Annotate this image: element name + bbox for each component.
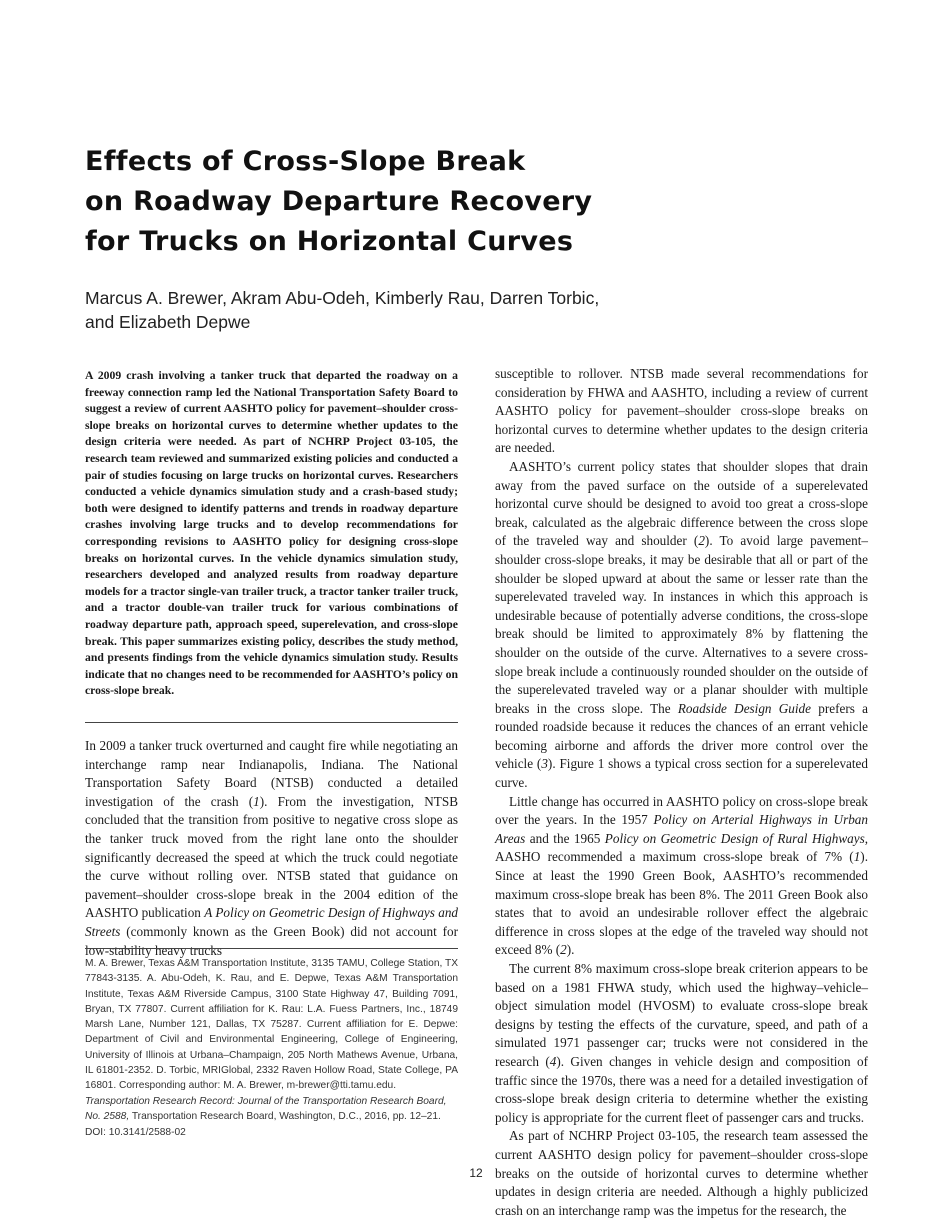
- title-line: Effects of Cross-Slope Break: [85, 146, 526, 177]
- body-paragraph: Little change has occurred in AASHTO policy on cross-slope break over the years. In the 1957 Policy on Arterial Highways in Urban Areas and the 1965 Policy on Geometric Design of Rural Highways, AASHO recommended a maximum cross-slope break of 7% (1). Since at least the 1990 Green Book, AASHTO’s recommended maximum cross-slope break has been 8%. The 2011 Green Book also states that to avoid an undesirable rollover effect the algebraic difference in cross slopes at the edge of the traveled way should not exceed 8% (2).: [495, 793, 868, 958]
- author-line: and Elizabeth Depwe: [85, 312, 251, 332]
- body-paragraph: AASHTO’s current policy states that shoulder slopes that drain away from the paved surface on the outside of a superelevated horizontal curve should be designed to avoid too great a cross-slope break, calculated as the algebraic difference between the cross slope of the traveled way and shoulder (2). To avoid large pavement–shoulder cross-slope breaks, it may be desirable that all or part of the shoulder be sloped upward at about the same or lesser rate than the superelevated traveled way. In instances in which this approach is undesirable because of potentially adverse conditions, the cross-slope break should be limited to approximately 8% by flattening the shoulder on the outside of the curve. Alternatives to a severe cross-slope break include a continuously rounded shoulder on the outside of the superelevated traveled way or a planar shoulder with multiple breaks in the cross slope. The Roadside Design Guide prefers a rounded roadside because it reduces the chances of an errant vehicle becoming airborne and affords the driver more control over the vehicle (3). Figure 1 shows a typical cross section for a superelevated curve.: [495, 458, 869, 791]
- author-line: Marcus A. Brewer, Akram Abu-Odeh, Kimberly Rau, Darren Torbic,: [85, 288, 600, 308]
- introduction-text: [85, 737, 458, 960]
- body-paragraph: As part of NCHRP Project 03-105, the research team assessed the current AASHTO design policy for pavement–shoulder cross-slope breaks on the outside of horizontal curves to determine whether updates in design criteria are needed. Although a highly publicized crash on an interchange ramp was the impetus for the research, the: [495, 1128, 868, 1218]
- right-column-text: [495, 365, 868, 1220]
- page-number: 12: [469, 1166, 483, 1180]
- paper-title: [85, 142, 785, 262]
- author-affiliations: M. A. Brewer, Texas A&M Transportation Institute, 3135 TAMU, College Station, TX 77843-3135. A. Abu-Odeh, K. Rau, and E. Depwe, Texas A&M Transportation Institute, Texas A&M Riverside Campus, 3100 State Highway 47, Building 7091, Bryan, TX 77807. Current affiliation for K. Rau: L.A. Fuess Partners, Inc., 18749 Marsh Lane, Number 121, Dallas, TX 75287. Current affiliation for E. Depwe: Department of Civil and Environmental Engineering, College of Engineering, University of Illinois at Urbana–Champaign, 205 North Mathews Avenue, Urbana, IL 61801-2352. D. Torbic, MRIGlobal, 2332 Raven Hollow Road, State College, PA 16801. Corresponding author: M. A. Brewer, m-brewer@tti.tamu.edu.: [85, 958, 458, 1092]
- doi: DOI: 10.3141/2588-02: [85, 1126, 186, 1138]
- body-paragraph: The current 8% maximum cross-slope break criterion appears to be based on a 1981 FHWA study, which used the highway–vehicle–object simulation model (HVOSM) to evaluate cross-slope break designs by testing the effects of the curvature, speed, and path of a simulated 1971 passenger car; trucks were not considered in the research (4). Given changes in vehicle design and composition of traffic since the 1970s, there was a need for a detailed investigation of cross-slope break design criteria to determine whether the existing policy is appropriate for the current fleet of passenger cars and trucks.: [495, 961, 868, 1125]
- footnote-divider: [85, 948, 458, 949]
- body-paragraph: susceptible to rollover. NTSB made several recommendations for consideration by FHWA and AASHTO, including a review of current AASHTO policy for pavement–shoulder cross-slope breaks on horizontal curves to determine whether updates to the design criteria are needed.: [495, 366, 868, 456]
- author-list: [85, 286, 785, 334]
- abstract-text: A 2009 crash involving a tanker truck that departed the roadway on a freeway connection ramp led the National Transportation Safety Board to suggest a review of current AASHTO policy for pavement–shoulder cross-slope breaks on horizontal curves to determine whether updates to the design criteria were needed. As part of NCHRP Project 03-105, the research team reviewed and summarized existing policies and conducted a pair of studies focusing on large trucks on horizontal curves. Researchers conducted a vehicle dynamics simulation study and a crash-based study; both were designed to identify patterns and trends in roadway departure crashes involving large trucks and to develop recommendations for corresponding revisions to AASHTO policy for designing cross-slope breaks on horizontal curves. In the vehicle dynamics simulation study, researchers developed and analyzed results from roadway departure models for a tractor single-van trailer truck, a tractor tanker trailer truck, and a tractor double-van trailer truck for various combinations of roadway departure path, approach speed, superelevation, and cross-slope break. This paper summarizes existing policy, describes the study method, and presents findings from the vehicle dynamics simulation study. Results indicate that no changes need to be recommended for AASHTO’s policy on cross-slope break.: [85, 369, 458, 698]
- title-line: on Roadway Departure Recovery: [85, 186, 593, 217]
- abstract-divider: [85, 722, 458, 723]
- title-line: for Trucks on Horizontal Curves: [85, 226, 574, 257]
- citation: [85, 1094, 458, 1140]
- journal-name: Transportation Research Record: Journal of the Transportation Research Board, No. 2588,: [85, 1096, 447, 1123]
- abstract: [85, 368, 458, 700]
- intro-paragraph: In 2009 a tanker truck overturned and caught fire while negotiating an interchange ramp near Indianapolis, Indiana. The National Transportation Safety Board (NTSB) conducted a detailed investigation of the crash (1). From the investigation, NTSB concluded that the transition from positive to negative cross slope as the tanker truck moved from the right lane onto the shoulder significantly decreased the speed at which the truck could negotiate the curve without rolling over. NTSB stated that guidance on pavement–shoulder cross-slope break in the 2004 edition of the AASHTO publication A Policy on Geometric Design of Highways and Streets (commonly known as the Green Book) did not account for low-stability heavy trucks: [85, 738, 459, 958]
- citation-details: Transportation Research Board, Washington, D.C., 2016, pp. 12–21.: [129, 1111, 441, 1123]
